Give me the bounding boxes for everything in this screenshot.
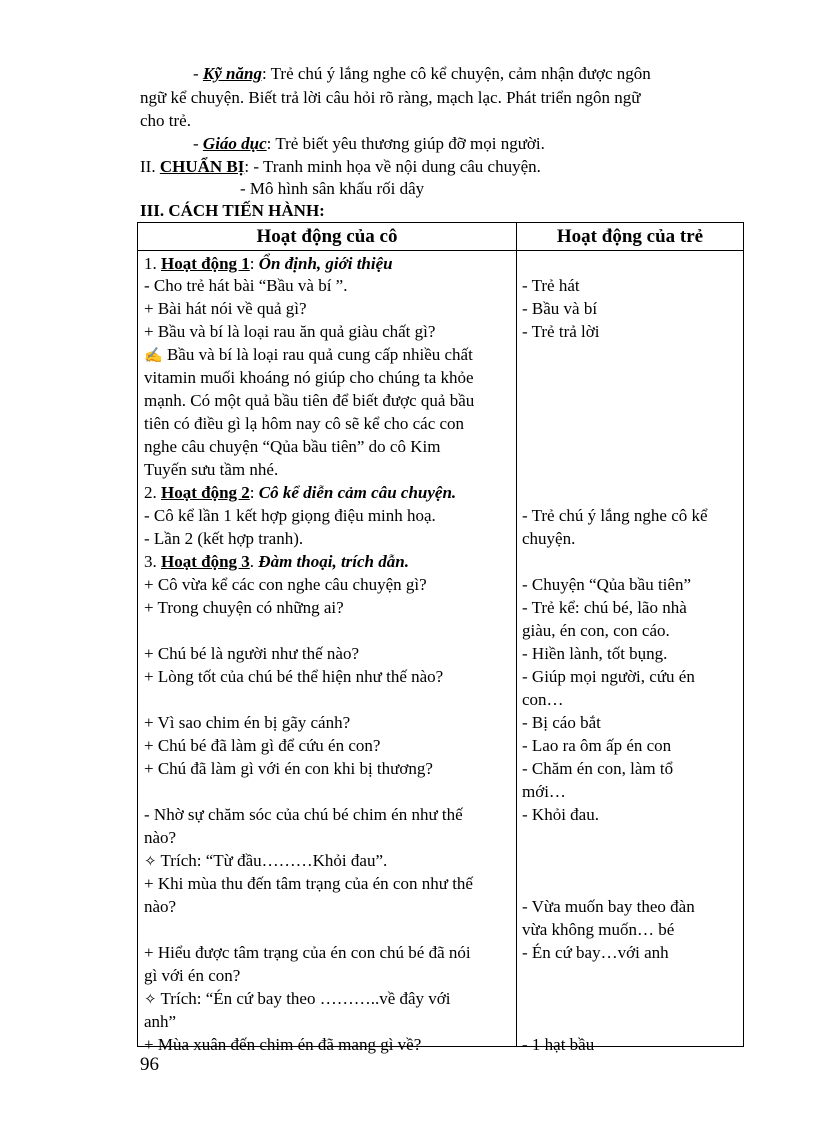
column-divider [516, 223, 517, 1046]
header-divider [138, 250, 743, 251]
teacher-line: - Nhờ sự chăm sóc của chú bé chim én như thế [144, 805, 463, 824]
teacher-line: - Cho trẻ hát bài “Bầu và bí ”. [144, 276, 348, 295]
teacher-line: + Chú đã làm gì với én con khi bị thương? [144, 759, 433, 778]
prep-num: II. [140, 157, 156, 176]
child-line: - Chuyện “Qủa bầu tiên” [522, 575, 691, 594]
activity-2-heading: 2. Hoạt động 2: Cô kể diễn cảm câu chuyện. [144, 483, 457, 502]
teacher-line: nghe câu chuyện “Qủa bầu tiên” do cô Kim [144, 437, 441, 456]
child-line: - Chăm én con, làm tổ [522, 759, 674, 778]
child-line: chuyện. [522, 529, 576, 548]
prep-line-2: - Mô hình sân khấu rối dây [240, 179, 425, 198]
activity-1-label: Hoạt động 1 [161, 254, 250, 273]
activity-1-num: 1. [144, 254, 157, 273]
star-bullet-icon: ✧ [144, 992, 157, 1008]
teacher-line: + Khi mùa thu đến tâm trạng của én con như thế [144, 874, 473, 893]
child-line: - Bầu và bí [522, 299, 598, 318]
activity-3-heading: 3. Hoạt động 3. Đàm thoại, trích dẫn. [144, 552, 409, 571]
activity-2-num: 2. [144, 483, 157, 502]
activity-3-label: Hoạt động 3 [161, 552, 250, 571]
teacher-line: + Chú bé đã làm gì để cứu én con? [144, 736, 381, 755]
skill-line-2: ngữ kể chuyện. Biết trả lời câu hỏi rõ ràng, mạch lạc. Phát triển ngôn ngữ [140, 88, 641, 107]
prep-line-1 [140, 155, 541, 178]
writing-hand-icon: ✍ [144, 348, 163, 364]
child-line: - Trẻ trả lời [522, 322, 600, 341]
header-children: Hoạt động của trẻ [556, 226, 704, 247]
quote-line [144, 849, 387, 874]
edu-text: : Trẻ biết yêu thương giúp đỡ mọi người. [266, 134, 545, 153]
teacher-line: + Lòng tốt của chú bé thể hiện như thế nào? [144, 667, 444, 686]
activity-3-title: Đàm thoại, trích dẫn. [258, 552, 409, 571]
child-line: - 1 hạt bầu [522, 1035, 595, 1054]
child-line: con… [522, 690, 564, 709]
skill-text-1: : Trẻ chú ý lắng nghe cô kể chuyện, cảm nhận được ngôn [261, 64, 651, 83]
teacher-line: nào? [144, 828, 177, 847]
teacher-line: + Vì sao chim én bị gãy cánh? [144, 713, 351, 732]
quote-text: Trích: “Từ đầu………Khỏi đau”. [156, 851, 388, 870]
child-line: - Trẻ hát [522, 276, 580, 295]
teacher-note-text: Bầu và bí là loại rau quả cung cấp nhiều chất [162, 345, 473, 364]
teacher-line: + Bài hát nói về quả gì? [144, 299, 307, 318]
activity-1-title: Ổn định, giới thiệu [258, 254, 393, 273]
activity-1-heading: 1. Hoạt động 1: Ổn định, giới thiệu [144, 254, 393, 273]
activity-3-num: 3. [144, 552, 157, 571]
activity-2-label: Hoạt động 2 [161, 483, 250, 502]
teacher-line: tiên có điều gì lạ hôm nay cô sẽ kể cho các con [144, 414, 465, 433]
child-line: - Én cứ bay…với anh [522, 943, 669, 962]
quote-text: Trích: “Én cứ bay theo ………..về đây với [156, 989, 451, 1008]
child-line: - Khỏi đau. [522, 805, 599, 824]
child-line: mới… [522, 782, 566, 801]
teacher-line: Tuyến sưu tầm nhé. [144, 460, 279, 479]
teacher-line: mạnh. Có một quả bầu tiên để biết được quả bầu [144, 391, 475, 410]
prep-label: CHUẨN BỊ [159, 157, 245, 176]
star-bullet-icon: ✧ [144, 854, 157, 870]
activity-2-title: Cô kể diễn cảm câu chuyện. [258, 483, 457, 502]
teacher-line: nào? [144, 897, 177, 916]
edu-label: Giáo dục [202, 134, 267, 153]
child-line: vừa không muốn… bé [522, 920, 675, 939]
child-line: - Lao ra ôm ấp én con [522, 736, 672, 755]
skill-label: Kỹ năng [202, 64, 262, 83]
child-line: - Trẻ kể: chú bé, lão nhà [522, 598, 687, 617]
teacher-line: anh” [144, 1012, 177, 1031]
teacher-note-line [144, 343, 473, 368]
teacher-line: gì với én con? [144, 966, 241, 985]
procedure-title: III. CÁCH TIẾN HÀNH: [140, 201, 325, 220]
teacher-line: - Lần 2 (kết hợp tranh). [144, 529, 304, 548]
prep-text-1: : - Tranh minh họa về nội dung câu chuyện. [244, 157, 541, 176]
teacher-line: + Chú bé là người như thế nào? [144, 644, 359, 663]
header-teacher: Hoạt động của cô [256, 226, 398, 247]
teacher-line: + Trong chuyện có những ai? [144, 598, 344, 617]
child-line: - Vừa muốn bay theo đàn [522, 897, 695, 916]
teacher-line: vitamin muối khoáng nó giúp cho chúng ta khỏe [144, 368, 474, 387]
child-line: - Trẻ chú ý lắng nghe cô kể [522, 506, 708, 525]
edu-line: - Giáo dục: Trẻ biết yêu thương giúp đỡ mọi người. [193, 134, 545, 153]
teacher-line: - Cô kể lần 1 kết hợp giọng điệu minh hoạ. [144, 506, 436, 525]
page-number: 96 [140, 1054, 159, 1075]
teacher-line: + Cô vừa kể các con nghe câu chuyện gì? [144, 575, 427, 594]
teacher-line: + Mùa xuân đến chim én đã mang gì về? [144, 1035, 422, 1054]
child-line: - Hiền lành, tốt bụng. [522, 644, 668, 663]
skill-line-1: - Kỹ năng: Trẻ chú ý lắng nghe cô kể chuyện, cảm nhận được ngôn [193, 64, 651, 83]
activity-table [137, 222, 744, 1054]
child-line: - Giúp mọi người, cứu én [522, 667, 695, 686]
child-line: giàu, én con, con cáo. [522, 621, 670, 640]
child-line: - Bị cáo bắt [522, 713, 601, 732]
teacher-line: + Bầu và bí là loại rau ăn quả giàu chất gì? [144, 322, 436, 341]
teacher-line: + Hiểu được tâm trạng của én con chú bé đã nói [144, 943, 471, 962]
quote-line [144, 987, 451, 1012]
skill-line-3: cho trẻ. [140, 111, 191, 130]
